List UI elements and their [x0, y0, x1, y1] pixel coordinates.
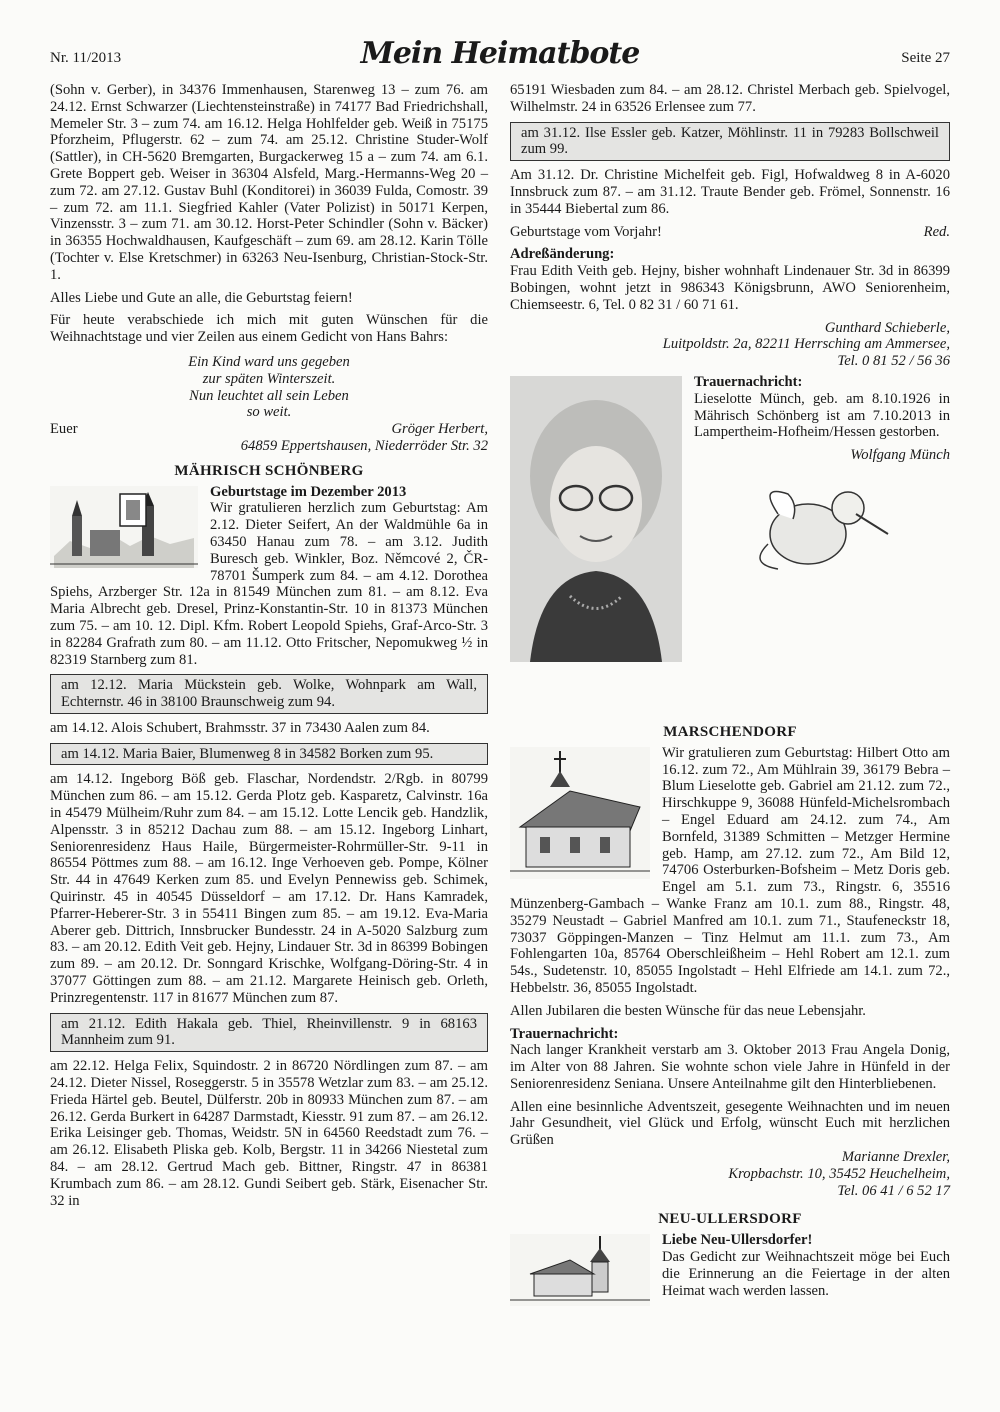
poem-line: Nun leuchtet all sein Leben	[189, 387, 349, 404]
angel-illustration	[738, 474, 950, 584]
signature-address: 64859 Eppertshausen, Niederröder Str. 32	[240, 437, 488, 454]
paragraph: am 14.12. Alois Schubert, Brahmsstr. 37 in 73430 Aalen zum 84.	[50, 719, 430, 736]
village-church-icon	[510, 1234, 650, 1306]
signature-phone: Tel. 06 41 / 6 52 17	[837, 1182, 950, 1199]
signature-address: Luitpoldstr. 2a, 82211 Herrsching am Ammersee,	[662, 336, 950, 353]
greeting-heading: Liebe Neu-Ullersdorfer!	[662, 1232, 813, 1249]
editor-mark: Red.	[923, 223, 950, 240]
masthead-title: Mein Heimatbote	[360, 36, 640, 71]
signature-name: Gunthard Schieberle,	[824, 319, 950, 336]
highlight-box: am 21.12. Edith Hakala geb. Thiel, Rheinvillenstr. 9 in 68163 Mannheim zum 91.	[50, 1013, 488, 1053]
paragraph: Am 31.12. Dr. Christine Michelfeit geb. Figl, Hofwaldweg 8 in A-6020 Innsbruck zum 87. – am 31.12. Traute Bender geb. Frömel, Sonnenstr. 16 in 35444 Biebertal zum 86.	[510, 167, 950, 217]
signature-address: Kropbachstr. 10, 35452 Heuchelheim,	[728, 1165, 950, 1182]
town-illustration	[50, 486, 198, 568]
right-column	[510, 82, 950, 1310]
paragraph: Alles Liebe und Gute an alle, die Geburtstag feiern!	[50, 289, 353, 306]
paragraph: Allen Jubilaren die besten Wünsche für das neue Lebensjahr.	[510, 1002, 866, 1019]
page-number: Seite 27	[901, 50, 950, 66]
paragraph: Das Gedicht zur Weihnachtszeit möge bei Euch die Erinnerung an die Feiertage in der alten Heimat wach werden lassen.	[662, 1249, 950, 1299]
birthday-heading: Geburtstage im Dezember 2013	[210, 483, 407, 500]
closing: Euer	[50, 421, 78, 438]
poem	[50, 354, 488, 421]
obituary-heading: Trauernachricht:	[510, 1025, 619, 1042]
highlight-box: am 14.12. Maria Baier, Blumenweg 8 in 34582 Borken zum 95.	[50, 743, 488, 766]
signature-row	[50, 421, 488, 438]
portrait-photo	[510, 376, 682, 662]
paragraph: Wir gratulieren zum Geburtstag: Hilbert Otto am 16.12. zum 72., Am Mühlrain 39, 36179 Bebra – Blum Lieselotte geb. Gabriel am 21.12. zum 72., Hirschkuppe 9, 36088 Hünfeld-Michelsrombach – Engel Eduard am 24.12. zum 74., Am Bornfeld, 31389 Schmitten – Metzger Hermine geb. Hamp, am 27.12. zum 72., Am Bild 12, 74706 Osterburken-Bofsheim – Metz Doris geb. Engel am 5.1. zum 73., Ringstr. 6, 35516 Münzenberg-Gambach – Wanke Franz am 10.1. zum 88., Ringstr. 48, 35279 Neustadt – Gabriel Manfred am 10.1. zum 71., Staufeneckstr 18, 73037 Göppingen-Manzen – Tinz Helmut am 11.1. zum 73., Am Fohlengarten 10a, 85764 Oberschleißheim – Hehl Robert am 12.1. zum 54s., Sudetenstr. 10, 85055 Ingolstadt – Hehl Elfriede am 14.1. zum 72., Hebbelstr. 36, 85055 Ingolstadt.	[510, 744, 950, 996]
village-illustration	[510, 1234, 650, 1306]
paragraph: am 22.12. Helga Felix, Squindostr. 2 in 86720 Nördlingen zum 87. – am 24.12. Dieter Nissel, Roseggerstr. 5 in 35578 Wetzlar zum 83. – am 25.12. Frieda Härtel geb. Beutel, Dülferstr. 20b in 80933 München zum 87. – am 26.12. Gerda Burkert in 64287 Darmstadt, Kiesstr. 91 zum 87. – am 26.12. Erika Leisinger geb. Thomas, Weidstr. 5N in 64560 Reedstadt zum 76. – am 26.12. Elisabeth Pliska geb. Kolb, Bergstr. 11 in 34266 Niestetal zum 84. – am 28.12. Gertrud Mach geb. Bittner, Ringstr. 47 in 86381 Krumbach zum 86. – am 28.12. Gundi Seibert geb. Stärk, Eisenacher Str. 32 in	[50, 1058, 488, 1209]
vorjahr-note: Geburtstage vom Vorjahr!	[510, 223, 662, 240]
section-heading: MARSCHENDORF	[663, 723, 797, 740]
poem-line: so weit.	[246, 404, 292, 421]
vorjahr-row	[510, 224, 950, 241]
signature-name: Wolfgang Münch	[850, 447, 950, 464]
portrait-photo-icon	[510, 376, 682, 662]
paragraph: Lieselotte Münch, geb. am 8.10.1926 in Mährisch Schönberg ist am 7.10.2013 in Lampertheim-Hofheim/Hessen gestorben.	[694, 390, 950, 441]
paragraph: Für heute verabschiede ich mich mit guten Wünschen für die Weihnachtstage und vier Zeilen aus einem Gedicht von Hans Bahrs:	[50, 312, 488, 346]
paragraph: (Sohn v. Gerber), in 34376 Immenhausen, Starenweg 13 – zum 76. am 24.12. Ernst Schwarzer (Liechtensteinstraße) in 74177 Bad Friedrichshall, Memeler Str. 3 – zum 74. am 16.12. Helga Hohlfelder geb. Weiß in 75175 Pforzheim, Pflugerstr. 62 – zum 74. am 25.12. Christine Studer-Wolf (Sattler), in CH-5620 Bremgarten, Burgackerweg 15 a – zum 74. am 6.1. Grete Boppert geb. Weiser in 36304 Alsfeld, Marg.-Hermanns-Weg 20 – zum 72. am 27.12. Gustav Buhl (Konditorei) in 36039 Fulda, Comostr. 39 – zum 72. am 11.1. Siegfried Kahler (Vater Polizist) in 50171 Kerpen, Vinzensstr. 3 – zum 71. am 30.12. Horst-Peter Schindler (Sohn v. Bäcker) in 36355 Hochwaldhausen, Kaufgeschäft – zum 69. am 28.12. Karin Tölle (Tochter v. Else Kretschmer) in 63263 Neu-Isenburg, Christian-Stock-Str. 1.	[50, 82, 488, 283]
paragraph: am 14.12. Ingeborg Böß geb. Flaschar, Nordendstr. 2/Rgb. in 80799 München zum 86. – am 15.12. Gerda Plotz geb. Kasparetz, Calvinstr. 16a in 45479 Mülheim/Ruhr zum 84. – am 15.12. Lotte Lencik geb. Handzlik, Alpensstr. 3 in 85212 Dachau zum 88. – am 15.12. Ingeborg Linhart, Seniorenresidenz Haus Haile, Bürgermeister-Rohrmüller-Str. 9-11 in 86554 Pöttmes zum 88. – am 16.12. Inge Verhoeven geb. Pompe, Kölner Str. 44 in 47649 Kerken zum 85. und Evelyn Pennewiss geb. Schimek, Quirinstr. 45 in 40545 Düsseldorf – am 17.12. Dr. Hans Kamradek, Pfarrer-Heberer-Str. 3 in 55411 Bingen zum 85. – am 19.12. Eva-Maria Aberer geb. Dittrich, Innsbrucker Bundesstr. 24 in A-5020 Salzburg zum 83. – am 20.12. Edith Veit geb. Hejny, Lindauer Str. 3d in 86399 Bobingen zum 89. – am 20.12. Dr. Sonngard Krischke, Wolfgang-Döring-Str. 4 in 37077 Göttingen zum 88. – am 21.12. Margarete Heinisch geb. Orleth, Prinzregentenstr. 117 in 81677 München zum 87.	[50, 771, 488, 1006]
signature-name: Marianne Drexler,	[841, 1149, 950, 1166]
paragraph: Frau Edith Veith geb. Hejny, bisher wohnhaft Lindenauer Str. 3d in 86399 Bobingen, wohnt jetzt in 986343 Königsbrunn, AWO Seniorenheim, Chiemseestr. 6, Tel. 0 82 31 / 60 71 61.	[510, 263, 950, 313]
obituary-heading: Trauernachricht:	[694, 373, 803, 390]
paragraph: Allen eine besinnliche Adventszeit, gesegente Weihnachten und im neuen Jahr Gesundheit, viel Glück und Erfolg, wünscht Euch mit herzlichen Grüßen	[510, 1098, 950, 1149]
signature-name: Gröger Herbert,	[391, 421, 488, 438]
left-column	[50, 82, 488, 1215]
town-crest-icon	[50, 486, 198, 568]
paragraph: Nach langer Krankheit verstarb am 3. Oktober 2013 Frau Angela Donig, im Alter von 88 Jahren. Sie wohnte schon viele Jahre in Hünfeld in der Seniorenresidenz Seniana. Unsere Anteilnahme gilt den Hinterbliebenen.	[510, 1042, 950, 1092]
address-change-heading: Adreßänderung:	[510, 246, 615, 263]
signature-phone: Tel. 0 81 52 / 56 36	[837, 353, 950, 370]
section-heading: MÄHRISCH SCHÖNBERG	[174, 462, 364, 479]
highlight-box: am 31.12. Ilse Essler geb. Katzer, Möhlinstr. 11 in 79283 Bollschweil zum 99.	[510, 122, 950, 162]
issue-number: Nr. 11/2013	[50, 50, 122, 66]
poem-line: zur späten Winterszeit.	[202, 370, 336, 387]
paragraph: Wir gratulieren herzlich zum Geburtstag: Am 2.12. Dieter Seifert, An der Waldmühle 6a in 63450 Hanau zum 78. – am 3.12. Judith Buresch geb. Winkler, Boz. Němcové 2, ČR-78701 Šumperk zum 84. – am 4.12. Dorothea Spiehs, Arzberger Str. 12a in 81549 München zum 81. – am 8.12. Eva Maria Albrecht geb. Dresel, Prinz-Konstantin-Str. 10 in 81373 München zum 75. – am 10. 12. Dipl. Kfm. Robert Leopold Spiehs, Graf-Arco-Str. 3 in 82284 Grafrath zum 80. – am 11.12. Otto Fritscher, Nepomukweg ½ in 82319 Starnberg zum 81.	[50, 500, 488, 668]
church-icon	[510, 747, 650, 879]
highlight-box: am 12.12. Maria Mückstein geb. Wolke, Wohnpark am Wall, Echternstr. 46 in 38100 Braunschweig zum 94.	[50, 674, 488, 714]
angel-icon	[738, 474, 898, 584]
church-illustration	[510, 747, 650, 879]
poem-line: Ein Kind ward uns gegeben	[188, 353, 350, 370]
paragraph: 65191 Wiesbaden zum 84. – am 28.12. Christel Merbach geb. Spielvogel, Wilhelmstr. 24 in 63526 Erlensee zum 77.	[510, 82, 950, 115]
section-heading: NEU-ULLERSDORF	[658, 1211, 802, 1228]
